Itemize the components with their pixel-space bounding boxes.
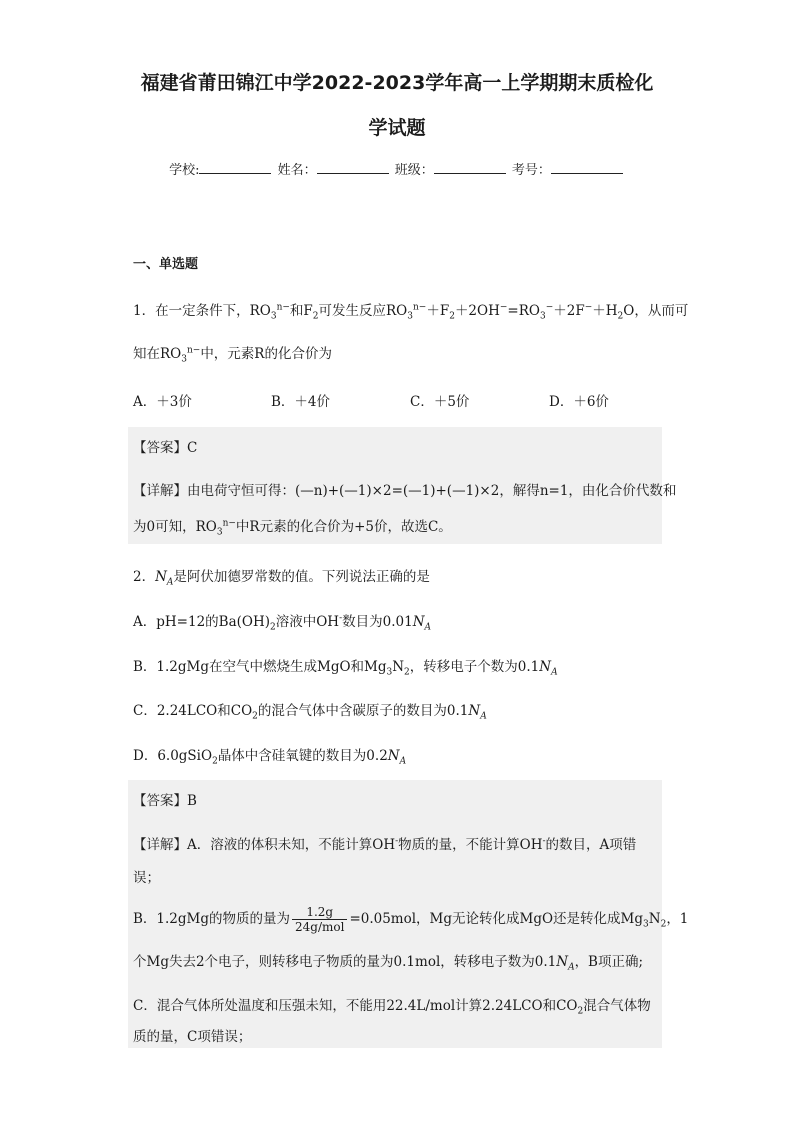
name-field[interactable]	[317, 161, 389, 174]
student-info	[0, 159, 794, 178]
q1-detail-line-1: 【详解】由电荷守恒可得：(—n)+(—1)×2=(—1)+(—1)×2，解得n=1，由化合价代数和	[133, 483, 677, 499]
q1-stem-line-2: 知在$RO_3^{n-}$中，元素R的化合价为	[133, 345, 332, 365]
section-heading: 一、单选题	[133, 257, 199, 272]
title-line-2: 学试题	[368, 117, 426, 139]
q1-stem-line-1: 1．在一定条件下，$RO_3^{n-}$和$F_2$可发生反应$RO_3^{n-}+F_2+2OH^-=RO_3^-+2F^-+H_2O$，从而可	[133, 302, 689, 322]
q1-option-c[interactable]: C．＋5价	[410, 394, 470, 410]
id-label: 考号：	[511, 163, 551, 178]
q2-option-d[interactable]: D．6.0gSiO$_2$晶体中含硅氧键的数目为$0.2N_A$	[133, 748, 407, 767]
school-field[interactable]	[199, 161, 271, 174]
q2-detail-c-line-1: C．混合气体所处温度和压强未知，不能用22.4L/mol计算2.24LCO和$CO_2$混合气体物	[133, 998, 651, 1017]
q2-stem: 2．$N_A$是阿伏加德罗常数的值。下列说法正确的是	[133, 569, 430, 588]
q2-option-a[interactable]: A．pH=12的$Ba(OH)_2$溶液中OH-数目为$0.01N_A$	[133, 613, 431, 633]
q1-option-a[interactable]: A．＋3价	[133, 394, 192, 410]
q2-answer: 【答案】B	[133, 793, 197, 809]
q2-detail-a-line-1: 【详解】A．溶液的体积未知，不能计算OH-物质的量，不能计算OH-的数目，A项错	[133, 836, 637, 853]
class-field[interactable]	[434, 161, 506, 174]
q1-option-b[interactable]: B．＋4价	[271, 394, 331, 410]
q1-option-d[interactable]: D．＋6价	[549, 394, 609, 410]
q2-detail-c-line-2: 质的量，C项错误；	[133, 1029, 252, 1045]
q2-option-c[interactable]: C．2.24LCO和$CO_2$的混合气体中含碳原子的数目为$0.1N_A$	[133, 703, 487, 722]
fraction: $\frac{1.2g}{\text{24g/mol}}$	[292, 905, 347, 934]
name-label: 姓名：	[277, 163, 317, 178]
school-label: 学校:	[169, 163, 200, 178]
title-line-1: 福建省莆田锦江中学2022-2023学年高一上学期期末质检化	[140, 72, 654, 94]
id-field[interactable]	[551, 161, 623, 174]
class-label: 班级：	[394, 163, 434, 178]
q2-detail-b-line-2: 个Mg失去2个电子，则转移电子物质的量为0.1mol，转移电子数为$0.1N_A$，B项正确;	[133, 954, 644, 973]
q2-option-b[interactable]: B．1.2gMg在空气中燃烧生成MgO和$Mg_3N_2$，转移电子个数为$0.1N_A$	[133, 659, 558, 678]
q1-detail-line-2: 为0可知，$RO_3^{n-}$中R元素的化合价为+5价，故选C。	[133, 518, 452, 538]
q1-answer: 【答案】C	[133, 440, 198, 456]
q2-detail-b-line-1: B．1.2gMg的物质的量为 $\frac{1.2g}{\text{24g/mol}}$ =0.05mol，Mg无论转化成MgO还是转化成$Mg_3N_2$，1	[133, 905, 689, 934]
q2-detail-a-line-2: 误；	[133, 870, 160, 886]
